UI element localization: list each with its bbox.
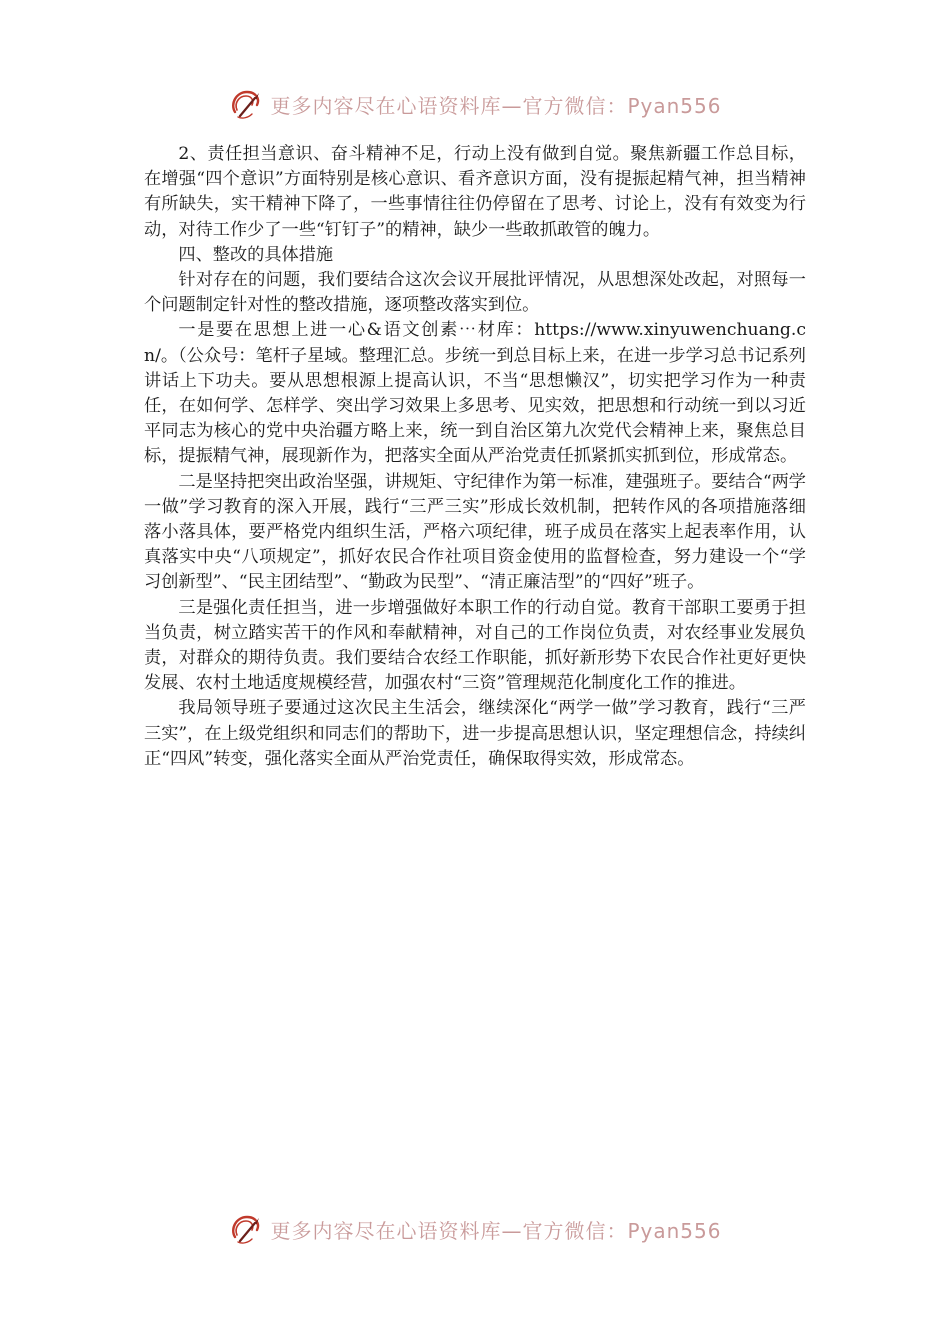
- paragraph-responsibility: 2、责任担当意识、奋斗精神不足，行动上没有做到自觉。聚焦新疆工作总目标，在增强“四个意识”方面特别是核心意识、看齐意识方面，没有提振起精气神，担当精神有所缺失，实干精神下降了，一些事情往往仍停留在了思考、讨论上，没有有效变为行动，对待工作少了一些“钉钉子”的精神，缺少一些敢抓敢管的魄力。: [144, 144, 806, 240]
- header-banner: [0, 84, 950, 124]
- paragraph-conclusion: 我局领导班子要通过这次民主生活会，继续深化“两学一做”学习教育，践行“三严三实”，在上级党组织和同志们的帮助下，进一步提高思想认识，坚定理想信念，持续纠正“四风”转变，强化落实全面从严治党责任，确保取得实效，形成常态。: [144, 698, 806, 769]
- paragraph-measure-two: 二是坚持把突出政治坚强，讲规矩、守纪律作为第一标准，建强班子。要结合“两学一做”学习教育的深入开展，践行“三严三实”形成长效机制，把转作风的各项措施落细落小落具体，要严格党内组织生活，严格六项纪律，班子成员在落实上起表率作用，认真落实中央“八项规定”，抓好农民合作社项目资金使用的监督检查，努力建设一个“学习创新型”、“民主团结型”、“勤政为民型”、“清正廉洁型”的“四好”班子。: [144, 471, 806, 593]
- footer-banner: [0, 1209, 950, 1249]
- quill-pen-swirl-icon: [228, 1211, 264, 1247]
- quill-pen-swirl-icon: [228, 86, 264, 122]
- paragraph-measure-three: 三是强化责任担当，进一步增强做好本职工作的行动自觉。教育干部职工要勇于担当负责，树立踏实苦干的作风和奉献精神，对自己的工作岗位负责，对农经事业发展负责，对群众的期待负责。我们要结合农经工作职能，抓好新形势下农民合作社更好更快发展、农村土地适度规模经营，加强农村“三资”管理规范化制度化工作的推进。: [144, 597, 806, 694]
- document-body: [144, 142, 806, 772]
- section-heading-rectification: 四、整改的具体措施: [178, 244, 334, 265]
- header-banner-text: 更多内容尽在心语资料库—官方微信：Pyan556: [270, 93, 722, 118]
- paragraph-intro: 针对存在的问题，我们要结合这次会议开展批评情况，从思想深处改起，对照每一个问题制定针对性的整改措施，逐项整改落实到位。: [144, 270, 806, 316]
- footer-banner-text: 更多内容尽在心语资料库—官方微信：Pyan556: [270, 1218, 722, 1243]
- paragraph-measure-one: 一是要在思想上进一心&语文创素⋯材库：https://www.xinyuwenchuang.cn/。（公众号：笔杆子星域。整理汇总。步统一到总目标上来，在进一步学习总书记系列讲话上下功夫。要从思想根源上提高认识，不当“思想懒汉”，切实把学习作为一种责任，在如何学、怎样学、突出学习效果上多思考、见实效，把思想和行动统一到以习近平同志为核心的党中央治疆方略上来，统一到自治区第九次党代会精神上来，聚焦总目标，提振精气神，展现新作为，把落实全面从严治党责任抓紧抓实抓到位，形成常态。: [144, 320, 806, 467]
